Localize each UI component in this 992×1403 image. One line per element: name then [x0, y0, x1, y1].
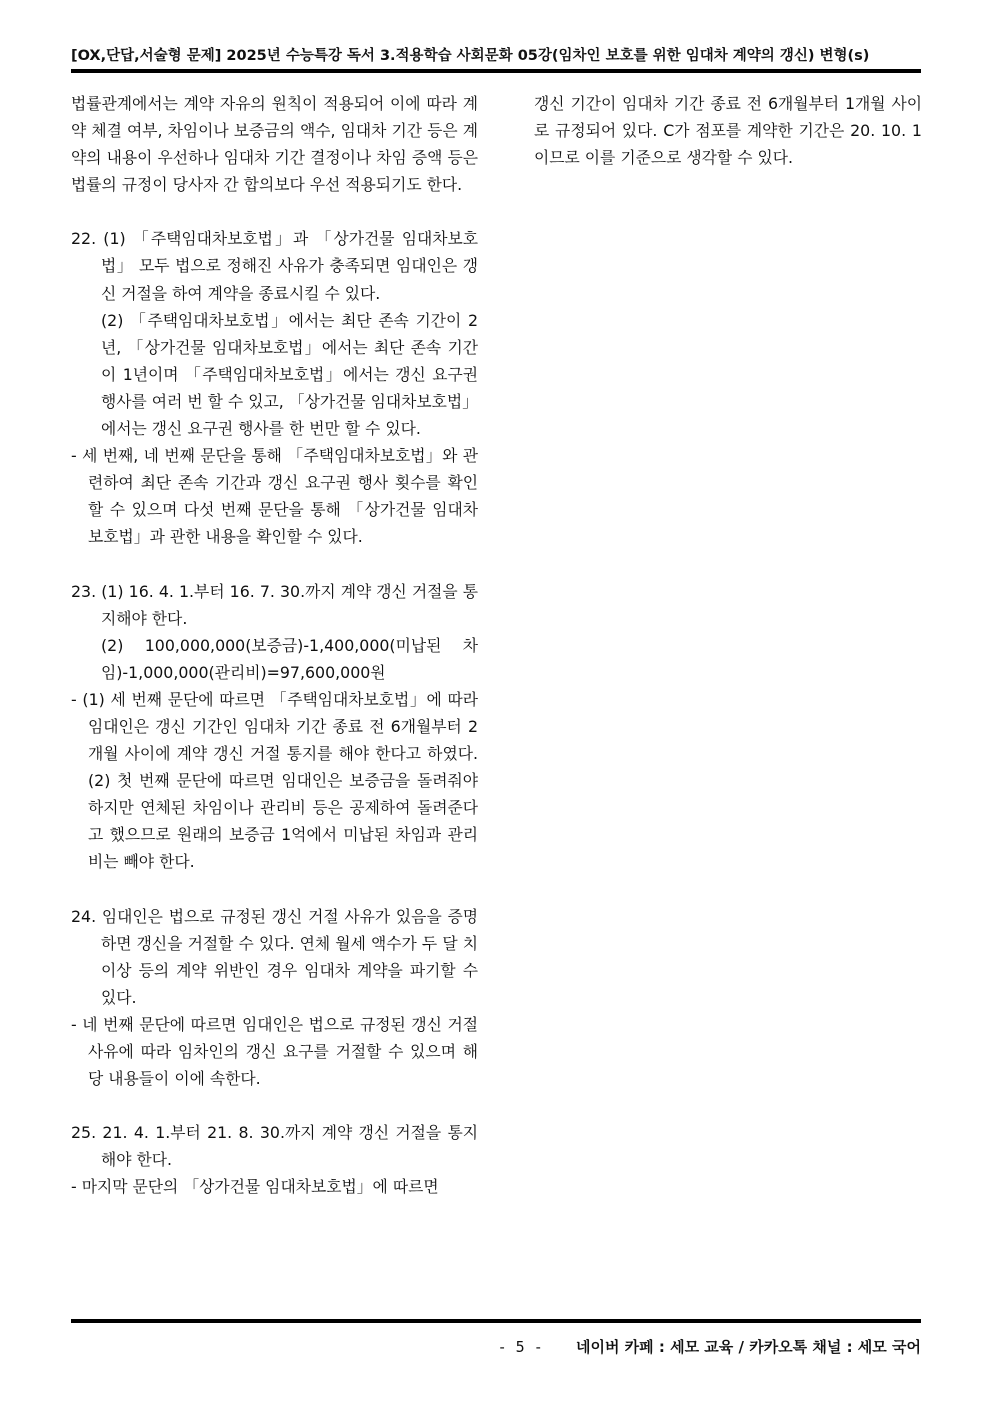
q22-answer-1: 22. (1) 「주택임대차보호법」과 「상가건물 임대차보호법」 모두 법으로 정해진 사유가 충족되면 임대인은 갱신 거절을 하여 계약을 종료시킬 수 있다. [71, 229, 478, 303]
q25-explanation-continued: 갱신 기간이 임대차 기간 종료 전 6개월부터 1개월 사이로 규정되어 있다. C가 점포를 계약한 기간은 20. 10. 1이므로 이를 기준으로 생각할 수 있다. [534, 94, 922, 168]
q22-answer-2: (2) 「주택임대차보호법」에서는 최단 존속 기간이 2년, 「상가건물 임대차보호법」에서는 최단 존속 기간이 1년이며 「주택임대차보호법」에서는 갱신 요구권 행사를 여러 번 할 수 있고, 「상가건물 임대차보호법」에서는 갱신 요구권 행사를 한 번만 할 수 있다. [101, 310, 478, 439]
q25-explanation: - 마지막 문단의 「상가건물 임대차보호법」에 따르면 [71, 1177, 439, 1197]
q22-explanation: - 세 번째, 네 번째 문단을 통해 「주택임대차보호법」와 관련하여 최단 존속 기간과 갱신 요구권 행사 횟수를 확인할 수 있으며 다섯 번째 문단을 통해 「상가건물 임대차보호법」과 관한 내용을 확인할 수 있다. [71, 446, 478, 547]
intro-paragraph: 법률관계에서는 계약 자유의 원칙이 적용되어 이에 따라 계약 체결 여부, 차임이나 보증금의 액수, 임대차 기간 등은 계약의 내용이 우선하나 임대차 기간 결정이나 차임 증액 등은 법률의 규정이 당사자 간 합의보다 우선 적용되기도 한다. [71, 94, 478, 195]
page-header: [OX,단답,서술형 문제] 2025년 수능특강 독서 3.적용학습 사회문화 05강(임차인 보호를 위한 임대차 계약의 갱신) 변형(s) [71, 48, 870, 64]
q24-explanation: - 네 번째 문단에 따르면 임대인은 법으로 규정된 갱신 거절 사유에 따라 임차인의 갱신 요구를 거절할 수 있으며 해당 내용들이 이에 속한다. [71, 1014, 478, 1089]
left-column [71, 90, 478, 1200]
q24-answer: 24. 임대인은 법으로 규정된 갱신 거절 사유가 있음을 증명하면 갱신을 거절할 수 있다. 연체 월세 액수가 두 달 치 이상 등의 계약 위반인 경우 임대차 계약을 파기할 수 있다. [71, 906, 478, 1007]
page-footer [498, 1336, 921, 1357]
q23-explanation: - (1) 세 번째 문단에 따르면 「주택임대차보호법」에 따라 임대인은 갱신 기간인 임대차 기간 종료 전 6개월부터 2개월 사이에 계약 갱신 거절 통지를 해야 한다고 하였다. (2) 첫 번째 문단에 따르면 임대인은 보증금을 돌려줘야 하지만 연체된 차임이나 관리비 등은 공제하여 돌려준다고 했으므로 원래의 보증금 1억에서 미납된 차임과 관리비는 빼야 한다. [71, 689, 478, 872]
right-column [534, 90, 922, 171]
q25-answer: 25. 21. 4. 1.부터 21. 8. 30.까지 계약 갱신 거절을 통지해야 한다. [71, 1123, 478, 1170]
header-rule [71, 69, 921, 73]
q23-answer-2: (2) 100,000,000(보증금)-1,400,000(미납된 차임)-1,000,000(관리비)=97,600,000원 [101, 635, 478, 682]
footer-rule [71, 1319, 921, 1323]
page-number: - 5 - [497, 1338, 543, 1356]
channel-info: 네이버 카페 : 세모 교육 / 카카오톡 채널 : 세모 국어 [575, 1338, 921, 1356]
q23-answer-1: 23. (1) 16. 4. 1.부터 16. 7. 30.까지 계약 갱신 거절을 통지해야 한다. [71, 581, 478, 628]
